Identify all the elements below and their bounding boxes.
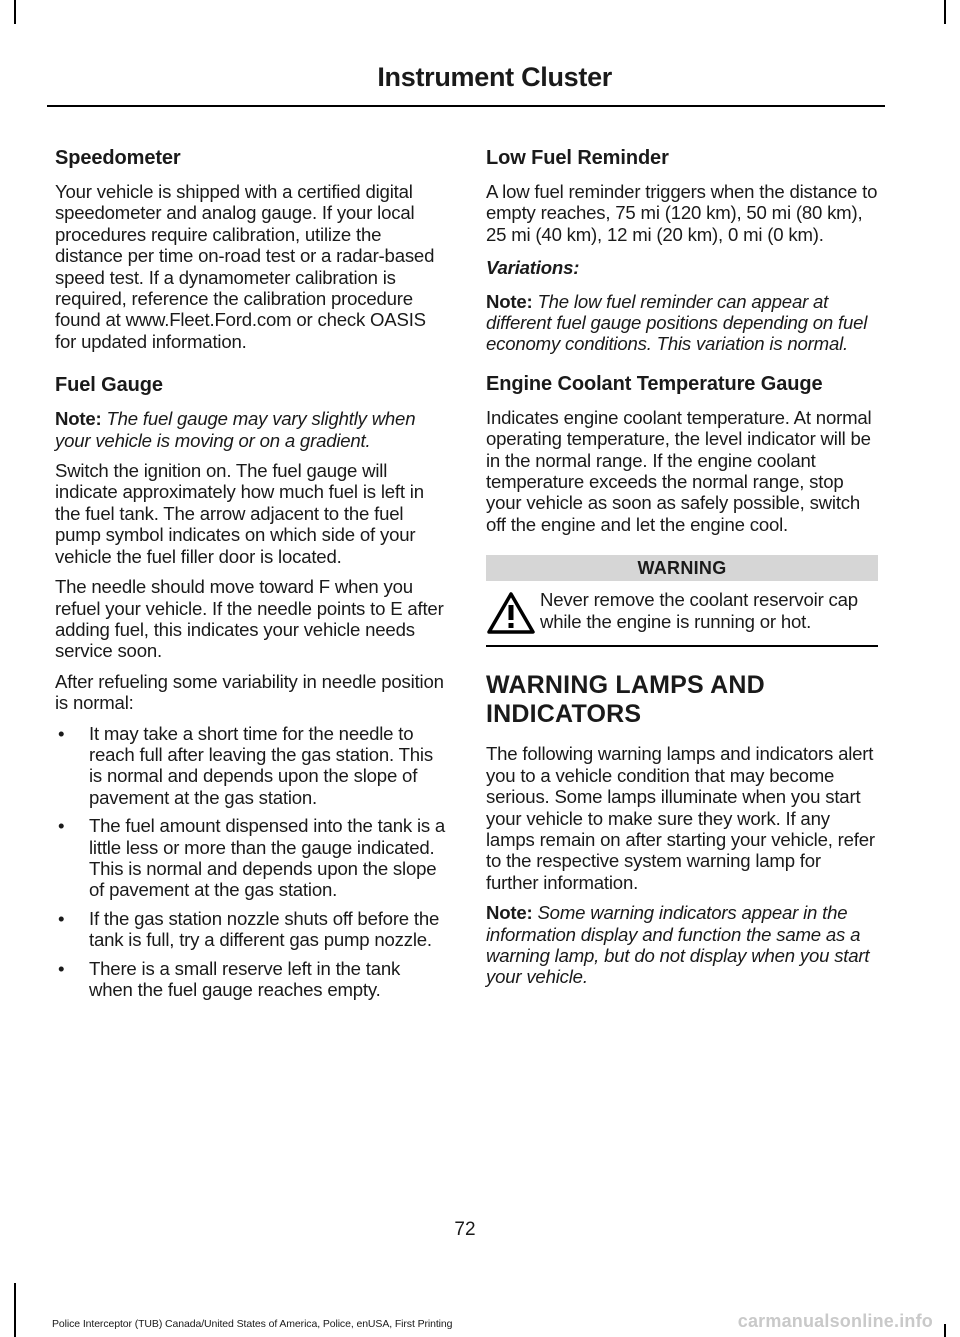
coolant-gauge-body: Indicates engine coolant temperature. At normal operating temperature, the level indicator will be in the normal range. If the engine coolant temperature exceeds the normal range, stop your vehicle as soon as safely possible, switch off the engine and let the engine cool.: [486, 406, 872, 535]
variations-label: Variations:: [486, 257, 580, 279]
warning-text: Never remove the coolant reservoir cap while the engine is running or hot.: [540, 589, 858, 632]
warning-lamps-heading-line-1: WARNING LAMPS AND: [486, 671, 765, 700]
crop-mark-top-left: [14, 0, 16, 24]
warning-banner: WARNING: [486, 555, 878, 581]
warning-triangle-icon: [486, 591, 536, 635]
refueling-bullet-list: [55, 723, 447, 1001]
fuel-gauge-paragraph-2: The needle should move toward F when you refuel your vehicle. If the needle points to E after adding fuel, this indicates your vehicle needs service soon.: [55, 576, 444, 662]
right-column: [486, 145, 878, 997]
speedometer-heading: Speedometer: [55, 147, 181, 169]
left-column: [55, 145, 447, 1009]
warning-lamps-heading-line-2: INDICATORS: [486, 700, 642, 729]
variations-note: [486, 291, 878, 355]
note-text: Some warning indicators appear in the information display and function the same as a warning lamp, but do not display when you start your vehicle.: [486, 902, 870, 988]
crop-mark-bottom-right: [944, 1324, 946, 1337]
page-header-title: Instrument Cluster: [377, 62, 612, 92]
note-label: Note:: [486, 902, 533, 924]
warning-box: [486, 581, 878, 645]
note-text: The low fuel reminder can appear at different fuel gauge positions depending on fuel economy conditions. This variation is normal.: [486, 290, 868, 355]
speedometer-body: Your vehicle is shipped with a certified digital speedometer and analog gauge. If your local procedures require calibration, utilize the distance per time on-road test or a radar-based speed test. If a dynamometer calibration is required, reference the calibration procedure found at www.Fleet.Ford.com or check OASIS for updated information.: [55, 181, 435, 352]
warning-lamps-body: The following warning lamps and indicators alert you to a vehicle condition that may become serious. Some lamps illuminate when you start your vehicle to make sure they work. If any lamps remain on after starting your vehicle, refer to the respective system warning lamp for further information.: [486, 743, 875, 893]
watermark: carmanualsonline.info: [737, 1311, 933, 1331]
list-item: • There is a small reserve left in the tank when the fuel gauge reaches empty.: [55, 958, 447, 1001]
coolant-gauge-heading: Engine Coolant Temperature Gauge: [486, 372, 823, 395]
crop-mark-bottom-left: [14, 1283, 16, 1337]
warning-divider: [486, 645, 878, 647]
list-item: • If the gas station nozzle shuts off before the tank is full, try a different gas pump nozzle.: [55, 908, 447, 951]
crop-mark-top-right: [944, 0, 946, 24]
fuel-gauge-heading: Fuel Gauge: [55, 374, 163, 397]
warning-lamps-heading: [486, 671, 878, 729]
fuel-gauge-paragraph-1: Switch the ignition on. The fuel gauge will indicate approximately how much fuel is left in the fuel tank. The arrow adjacent to the fuel pump symbol indicates on which side of your vehicle the fuel filler door is located.: [55, 460, 424, 567]
warning-lamps-note: [486, 902, 878, 988]
low-fuel-body: A low fuel reminder triggers when the distance to empty reaches, 75 mi (120 km), 50 mi (80 km), 25 mi (40 km), 12 mi (20 km), 0 mi (0 km).: [486, 181, 878, 245]
low-fuel-heading: Low Fuel Reminder: [486, 147, 669, 169]
fuel-gauge-paragraph-3: After refueling some variability in needle position is normal:: [55, 670, 444, 714]
list-item: • It may take a short time for the needle to reach full after leaving the gas station. This is normal and depends upon the slope of pavement at the gas station.: [55, 723, 447, 809]
note-label: Note:: [486, 290, 533, 312]
page-number: 72: [454, 1219, 476, 1240]
fuel-gauge-note: [55, 408, 447, 451]
note-text: The fuel gauge may vary slightly when your vehicle is moving or on a gradient.: [55, 408, 416, 451]
footer-text: Police Interceptor (TUB) Canada/United States of America, Police, enUSA, First Printing: [52, 1318, 453, 1330]
note-label: Note:: [55, 408, 102, 430]
list-item: • The fuel amount dispensed into the tank is a little less or more than the gauge indicated. This is normal and depends upon the slope of pavement at the gas station.: [55, 815, 447, 901]
header-divider: [47, 105, 885, 107]
